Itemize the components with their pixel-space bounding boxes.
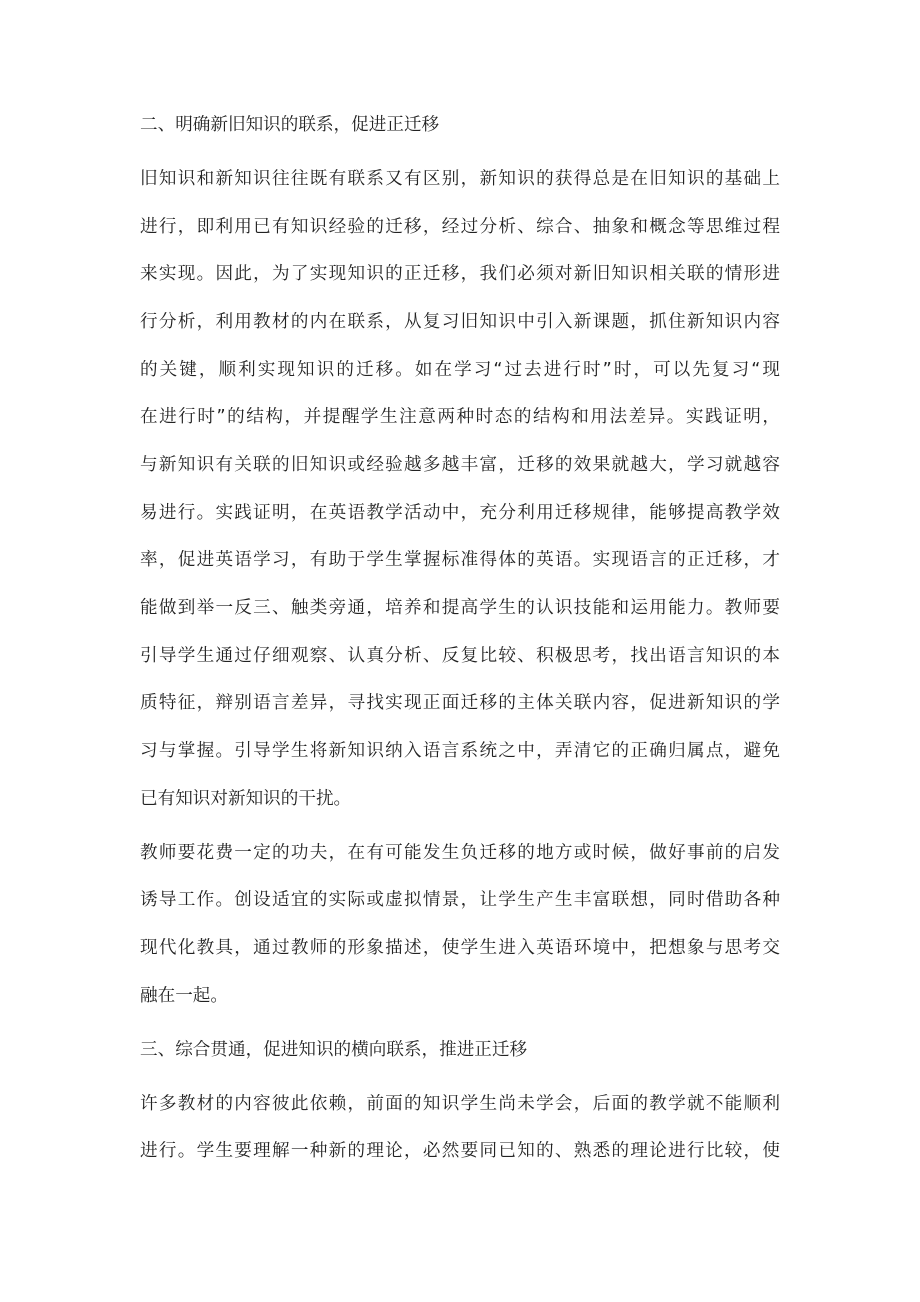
paragraph-line: 行分析，利用教材的内在联系，从复习旧知识中引入新课题，抓住新知识内容	[140, 312, 780, 332]
paragraph-line: 质特征，辩别语言差异，寻找实现正面迁移的主体关联内容，促进新知识的学	[140, 693, 780, 713]
paragraph-line: 旧知识和新知识往往既有联系又有区别，新知识的获得总是在旧知识的基础上	[140, 169, 780, 189]
paragraph-line: 融在一起。	[140, 986, 228, 1006]
paragraph-line: 率，促进英语学习，有助于学生掌握标准得体的英语。实现语言的正迁移，才	[140, 550, 780, 570]
paragraph-line: 已有知识对新知识的干扰。	[140, 789, 352, 809]
paragraph-line: 引导学生通过仔细观察、认真分析、反复比较、积极思考，找出语言知识的本	[140, 646, 780, 666]
paragraph-line: 易进行。实践证明，在英语教学活动中，充分利用迁移规律，能够提高教学效	[140, 503, 780, 523]
section-heading-3: 三、综合贯通，促进知识的横向联系，推进正迁移	[140, 1040, 528, 1060]
paragraph-line: 与新知识有关联的旧知识或经验越多越丰富，迁移的效果就越大，学习就越容	[140, 455, 780, 475]
paragraph-line: 的关键，顺利实现知识的迁移。如在学习“过去进行时”时，可以先复习“现	[140, 360, 780, 380]
paragraph-line: 进行，即利用已有知识经验的迁移，经过分析、综合、抽象和概念等思维过程	[140, 217, 780, 237]
paragraph-line: 在进行时”的结构，并提醒学生注意两种时态的结构和用法差异。实践证明，	[140, 407, 780, 427]
paragraph-line: 现代化教具，通过教师的形象描述，使学生进入英语环境中，把想象与思考交	[140, 938, 780, 958]
paragraph-line: 能做到举一反三、触类旁通，培养和提高学生的认识技能和运用能力。教师要	[140, 598, 780, 618]
paragraph-line: 诱导工作。创设适宜的实际或虚拟情景，让学生产生丰富联想，同时借助各种	[140, 890, 780, 910]
paragraph-line: 来实现。因此，为了实现知识的正迁移，我们必须对新旧知识相关联的情形进	[140, 264, 780, 284]
paragraph-line: 习与掌握。引导学生将新知识纳入语言系统之中，弄清它的正确归属点，避免	[140, 741, 780, 761]
paragraph-line: 进行。学生要理解一种新的理论，必然要同已知的、熟悉的理论进行比较，使	[140, 1141, 780, 1161]
section-heading-2: 二、明确新旧知识的联系，促进正迁移	[140, 115, 440, 135]
paragraph-line: 教师要花费一定的功夫，在有可能发生负迁移的地方或时候，做好事前的启发	[140, 843, 780, 863]
paragraph-line: 许多教材的内容彼此依赖，前面的知识学生尚未学会，后面的教学就不能顺利	[140, 1094, 780, 1114]
